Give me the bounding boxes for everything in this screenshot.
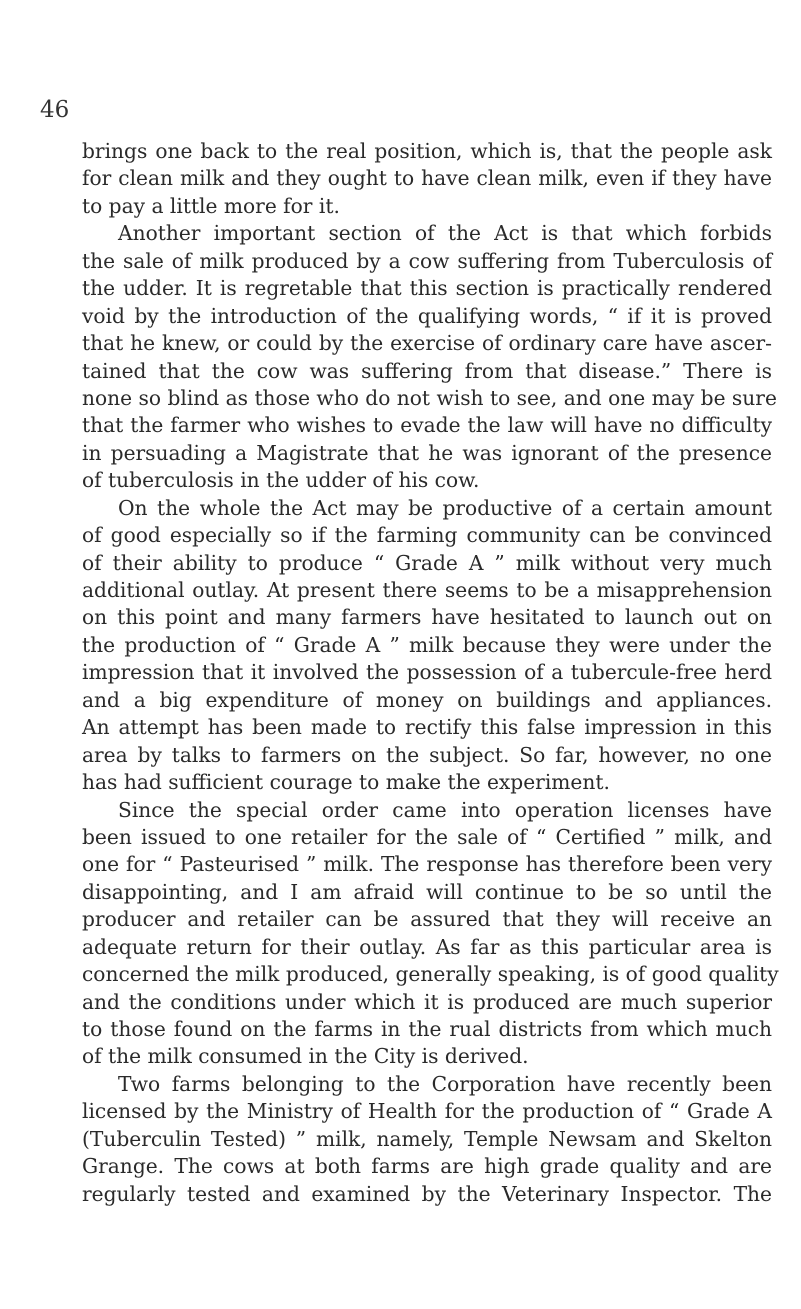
- text-line: that he knew, or could by the exercise of ordinary care have ascer-: [82, 331, 772, 356]
- text-line: Another important section of the Act is that which forbids: [118, 221, 772, 246]
- paragraph-grade-a-production: [82, 495, 772, 797]
- text-line: additional outlay. At present there seems to be a misapprehension: [82, 578, 772, 602]
- text-line: Grange. The cows at both farms are high grade quality and are: [82, 1154, 772, 1179]
- text-line: the sale of milk produced by a cow suffering from Tuberculosis of: [82, 248, 772, 273]
- text-line: brings one back to the real position, which is, that the people ask: [82, 139, 772, 163]
- text-line: in persuading a Magistrate that he was ignorant of the presence: [82, 440, 772, 465]
- text-line: to pay a little more for it.: [82, 193, 340, 218]
- text-line: licensed by the Ministry of Health for the production of “ Grade A: [82, 1099, 772, 1124]
- paragraph-licenses-issued: [82, 797, 779, 1071]
- text-line: regularly tested and examined by the Veterinary Inspector. The: [82, 1181, 772, 1206]
- text-line: disappointing, and I am afraid will continue to be so until the: [82, 879, 772, 904]
- text-line: has had sufficient courage to make the experiment.: [82, 770, 610, 795]
- text-line: for clean milk and they ought to have clean milk, even if they have: [82, 166, 772, 191]
- text-line: the production of “ Grade A ” milk because they were under the: [82, 632, 772, 657]
- text-line: of good especially so if the farming community can be convinced: [82, 523, 772, 548]
- text-line: An attempt has been made to rectify this false impression in this: [82, 715, 772, 740]
- paragraph-tuberculosis-section: [82, 220, 777, 494]
- text-line: producer and retailer can be assured that they will receive an: [82, 907, 772, 932]
- text-line: of their ability to produce “ Grade A ” milk without very much: [82, 550, 772, 575]
- text-line: one for “ Pasteurised ” milk. The response has therefore been very: [82, 852, 772, 877]
- text-line: Two farms belonging to the Corporation have recently been: [118, 1071, 772, 1096]
- paragraph-continuation: [82, 138, 772, 220]
- text-line: concerned the milk produced, generally speaking, is of good quality: [82, 962, 779, 987]
- text-line: void by the introduction of the qualifying words, “ if it is proved: [82, 303, 772, 328]
- text-line: and the conditions under which it is produced are much superior: [82, 989, 772, 1014]
- text-line: been issued to one retailer for the sale of “ Certified ” milk, and: [82, 824, 772, 849]
- text-line: of tuberculosis in the udder of his cow.: [82, 468, 480, 493]
- text-line: (Tuberculin Tested) ” milk, namely, Temple Newsam and Skelton: [82, 1126, 772, 1151]
- text-line: that the farmer who wishes to evade the law will have no difficulty: [82, 413, 772, 438]
- page-number: 46: [40, 97, 70, 123]
- text-line: and a big expenditure of money on buildings and appliances.: [82, 687, 772, 712]
- text-line: area by talks to farmers on the subject. So far, however, no one: [82, 742, 772, 767]
- text-line: Since the special order came into operation licenses have: [118, 797, 772, 822]
- text-line: none so blind as those who do not wish to see, and one may be sure: [82, 385, 777, 410]
- text-line: adequate return for their outlay. As far as this particular area is: [82, 934, 772, 959]
- text-line: the udder. It is regretable that this section is practically rendered: [82, 276, 772, 301]
- text-line: tained that the cow was suffering from that disease.” There is: [82, 358, 772, 383]
- text-line: on this point and many farmers have hesitated to launch out on: [82, 605, 772, 630]
- text-line: of the milk consumed in the City is derived.: [82, 1044, 529, 1069]
- text-line: to those found on the farms in the rual districts from which much: [82, 1017, 772, 1041]
- paragraph-corporation-farms: [82, 1071, 772, 1208]
- text-line: On the whole the Act may be productive of a certain amount: [118, 495, 772, 520]
- body-text: [82, 138, 779, 1208]
- text-line: impression that it involved the possession of a tubercule-free herd: [82, 660, 772, 685]
